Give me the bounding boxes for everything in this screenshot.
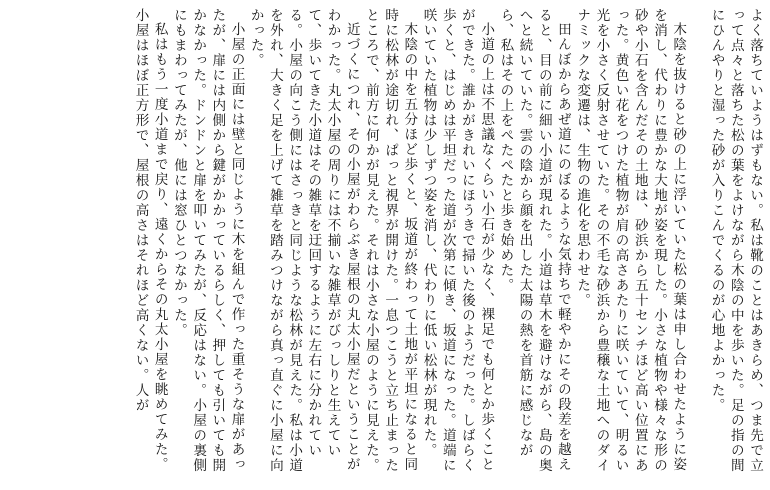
- paragraph-6: 近づくにつれ、その小屋がわらぶき屋根の丸太小屋だということがわかった。丸太小屋の周りには不揃いな雑草がびっしりと生えていて、歩いてきた小道はその雑草を迂回するように左右に分かれている。小屋の向こう側にはさっきと同じような松林が見えた。私は小道を外れ、大きく足を上げて雑草を踏みつけながら真っ直ぐに小屋に向かった。: [247, 8, 360, 473]
- paragraph-2: 木陰を抜けると砂の上に浮いていた松の葉は申し合わせたように姿を消し、代わりに豊かな大地が姿を現した。小さな植物や様々な形の砂や小石を含んだその土地は、砂浜から五十センチほど高い位置にあった。黄色い花をつけた植物が肩の高さあたりに咲いていて、明るい光を小さく反射させていた。その不毛な砂浜から豊穣な土地へのダイナミックな変遷は、生物の進化を思わせた。: [574, 8, 687, 473]
- paragraph-8: 私はもう一度小道まで戻り、遠くからその丸太小屋を眺めてみた。小屋はほぼ正方形で、屋根の高さはそれほど高くない。人が: [132, 8, 168, 472]
- paragraph-7: 小屋の正面には壁と同じように木を組んで作った重そうな扉があったが、扉には内側から鍵がかかっているらしく、押しても引いても開かなかった。ドンドンと扉を叩いてみたが、反応はない。小屋の裏側にもまわってみたが、他には窓ひとつなかった。: [170, 8, 245, 473]
- paragraph-1: よく落ちていようはずもない。私は靴のことはあきらめ、つま先で立って点々と落ちた松の葉をよけながら木陰の中を歩いた。足の指の間にひんやりと湿った砂が入りこんでくるのが心地よかった。: [708, 8, 763, 473]
- paragraph-5: 木陰の中を五分ほど歩くと、坂道が終わって土地が平坦になると同時に松林が途切れ、ぱっと視界が開けた。一息つこうと立ち止まったところで、前方に何かが見えた。それは小さな小屋のように見えた。: [362, 8, 418, 473]
- paragraph-gap: [687, 8, 706, 484]
- paragraph-4: 小道の上は不思議なくらい小石が少なく、裸足でも何とか歩くことができた。誰かがきれいにほうきで掃いた後のようだった。しばらく歩くと、はじめは平坦だった道が次第に傾き、坂道になった。道端に咲いていた植物は少しずつ姿を消し、代わりに低い松林が現れた。: [420, 8, 495, 473]
- paragraph-3: 田んぼからあぜ道にのぼるような気持ちで軽やかにその段差を越えると、目の前に細い小道が現れた。小道は草木を避けながら、島の奥へと続いていた。雲の陰から顔を出した太陽の熱を首筋に感じながら、私はその上をぺたぺたと歩き始めた。: [497, 8, 571, 473]
